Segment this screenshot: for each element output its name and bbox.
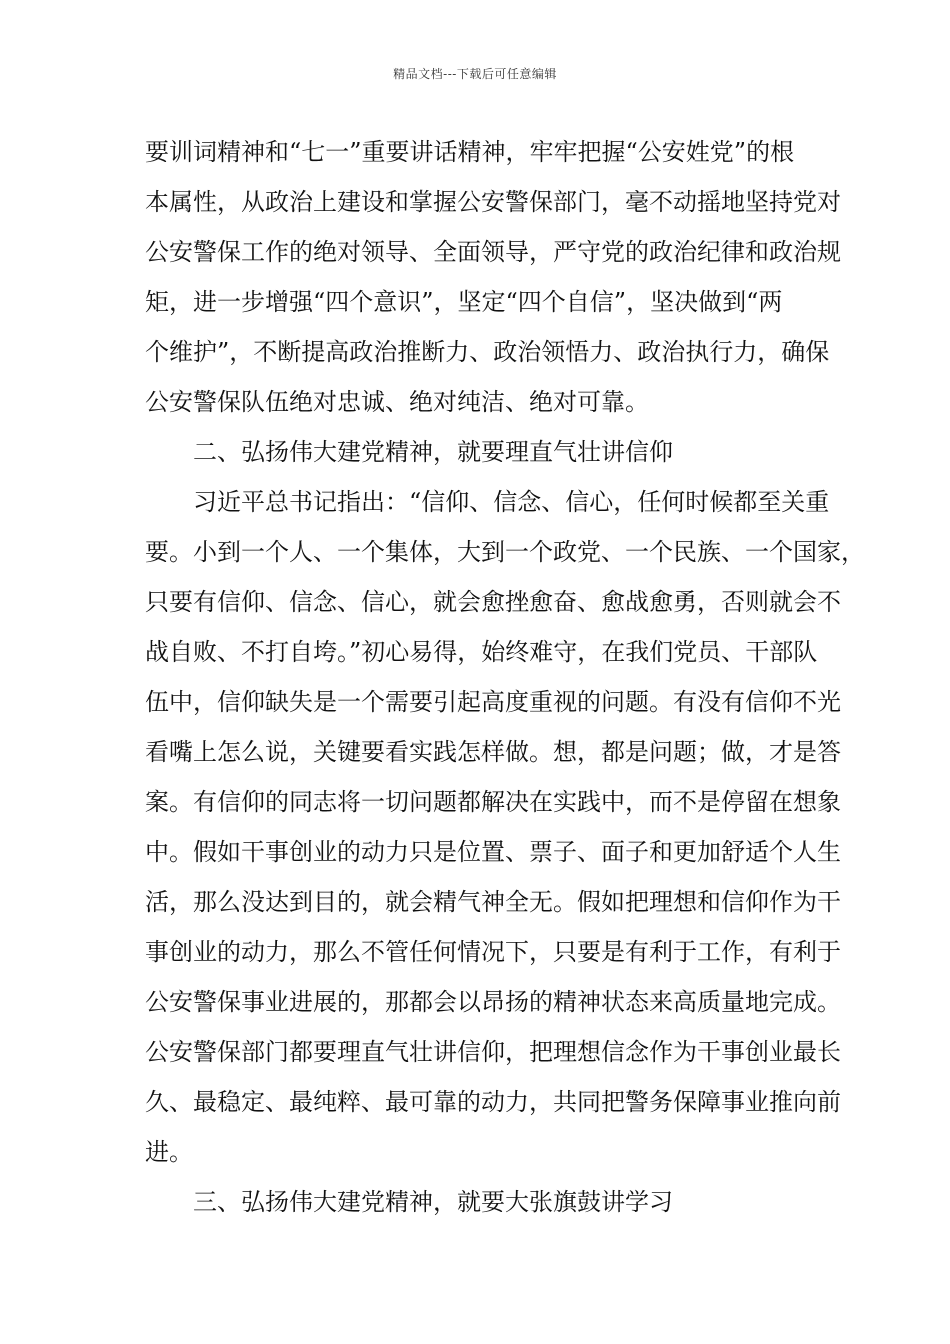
body-text-line: 中。假如干事创业的动力只是位置、票子、面子和更加舒适个人生 [145,838,841,866]
body-text-line: 事创业的动力，那么不管任何情况下，只要是有利于工作，有利于 [145,938,841,966]
body-text-line: 久、最稳定、最纯粹、最可靠的动力，共同把警务保障事业推向前 [145,1088,841,1116]
body-text-line: 活，那么没达到目的，就会精气神全无。假如把理想和信仰作为干 [145,888,841,916]
body-text-line: 个维护”，不断提高政治推断力、政治领悟力、政治执行力，确保 [145,338,830,366]
body-text-line: 矩，进一步增强“四个意识”，坚定“四个自信”，坚决做到“两 [145,288,783,316]
section-heading: 二、弘扬伟大建党精神，就要理直气壮讲信仰 [193,438,673,466]
body-text-line: 伍中，信仰缺失是一个需要引起高度重视的问题。有没有信仰不光 [145,688,841,716]
page-header: 精品文档---下载后可任意编辑 [393,67,557,81]
body-text-line: 进。 [145,1138,193,1166]
body-text-line: 习近平总书记指出：“信仰、信念、信心，任何时候都至关重 [193,488,830,516]
section-heading: 三、弘扬伟大建党精神，就要大张旗鼓讲学习 [193,1188,673,1216]
body-text-line: 只要有信仰、信念、信心，就会愈挫愈奋、愈战愈勇，否则就会不 [145,588,841,616]
body-text-line: 看嘴上怎么说，关键要看实践怎样做。想，都是问题；做，才是答 [145,738,841,766]
body-text-line: 公安警保队伍绝对忠诚、绝对纯洁、绝对可靠。 [145,388,649,416]
body-text-line: 要。小到一个人、一个集体，大到一个政党、一个民族、一个国家， [145,538,865,566]
body-text-line: 本属性，从政治上建设和掌握公安警保部门，毫不动摇地坚持党对 [145,188,841,216]
body-text-line: 要训词精神和“七一”重要讲话精神，牢牢把握“公安姓党”的根 [145,138,795,166]
body-text-line: 战自败、不打自垮。”初心易得，始终难守，在我们党员、干部队 [145,638,818,666]
body-text-line: 公安警保事业进展的，那都会以昂扬的精神状态来高质量地完成。 [145,988,841,1016]
body-text-line: 公安警保工作的绝对领导、全面领导，严守党的政治纪律和政治规 [145,238,841,266]
body-text-line: 案。有信仰的同志将一切问题都解决在实践中，而不是停留在想象 [145,788,841,816]
body-text-line: 公安警保部门都要理直气壮讲信仰，把理想信念作为干事创业最长 [145,1038,841,1066]
